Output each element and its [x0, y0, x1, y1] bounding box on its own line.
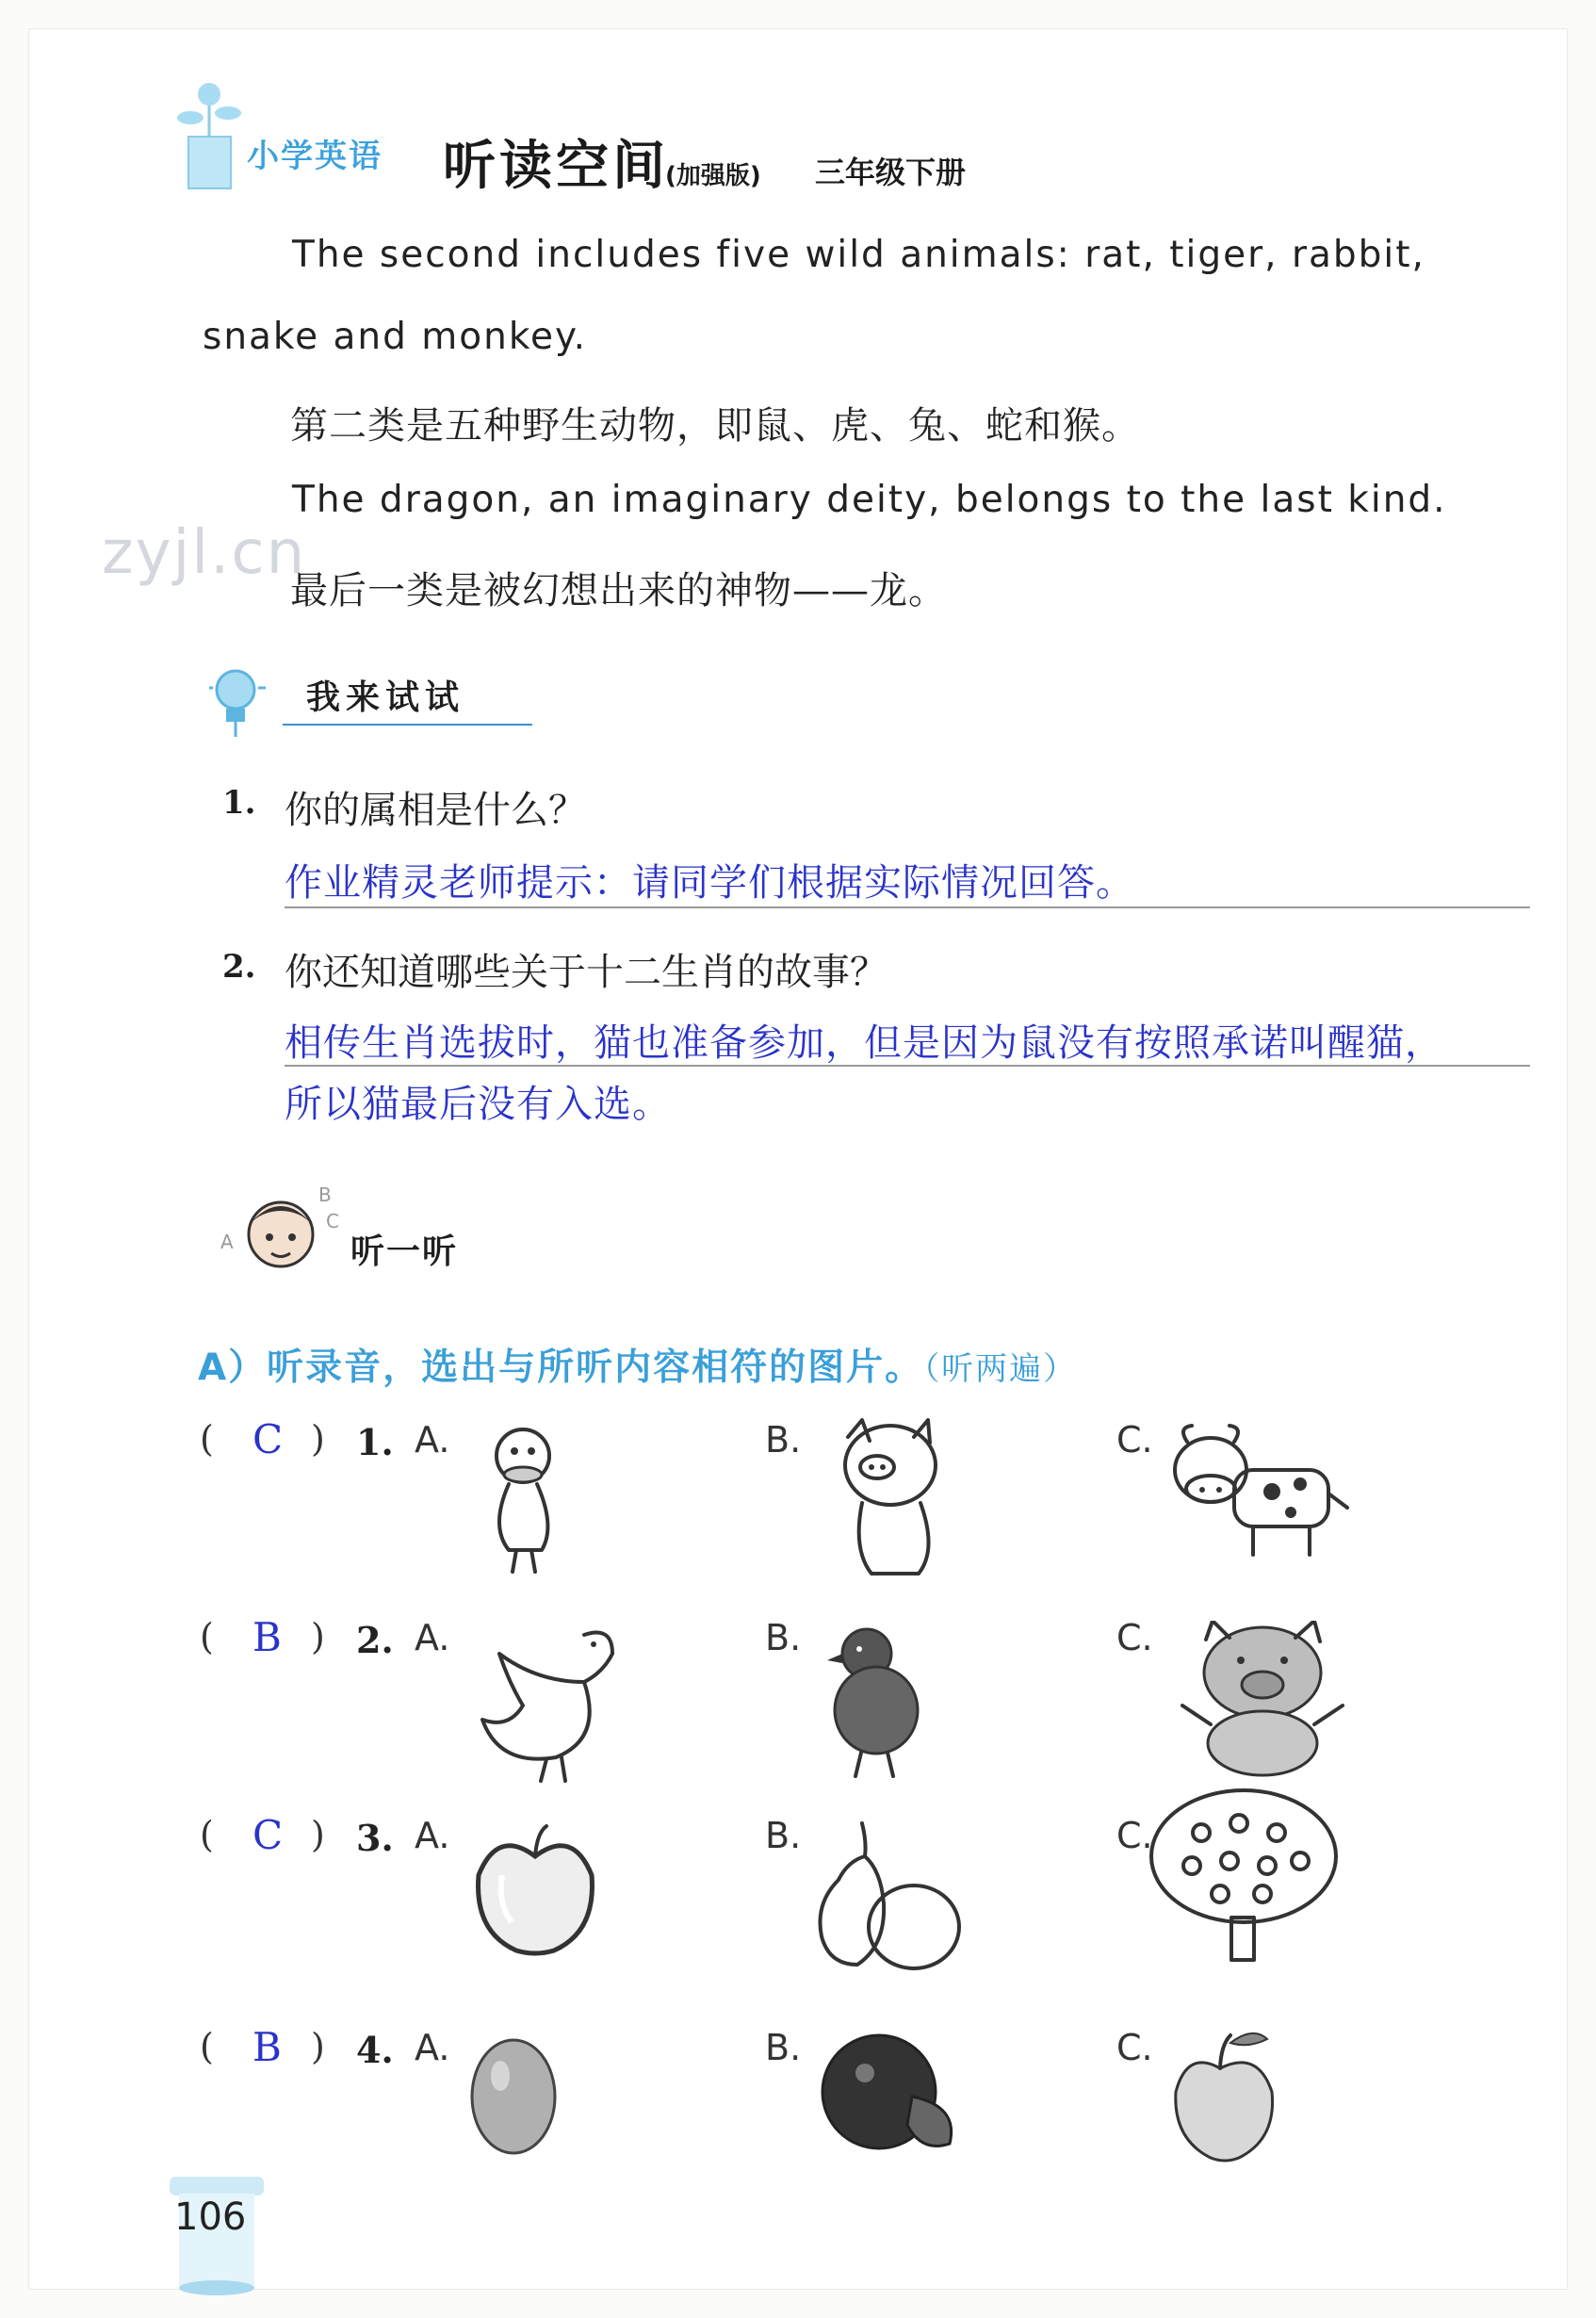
boy-listening-icon: [215, 1183, 347, 1286]
svg-text:C: C: [326, 1210, 339, 1232]
series-title: 小学英语: [247, 138, 383, 175]
item-1-option-a[interactable]: A.: [415, 1419, 450, 1461]
goose-icon: [471, 1616, 631, 1786]
question-1-number: 1.: [222, 784, 256, 822]
item-1-answer[interactable]: C: [252, 1416, 284, 1462]
listen-instruction: [198, 1338, 1077, 1391]
item-2-option-c[interactable]: C.: [1116, 1617, 1153, 1658]
answer-paren-open: (: [200, 1616, 214, 1657]
plant-pot-icon: [170, 66, 254, 198]
cow-icon: [1168, 1418, 1357, 1569]
reading-zh-1: 第二类是五种野生动物，即鼠、虎、兔、蛇和猴。: [290, 404, 1140, 448]
item-1-row: [200, 1418, 214, 1460]
item-3-option-c[interactable]: C.: [1116, 1815, 1153, 1856]
pig-icon: [1173, 1621, 1352, 1781]
listen-section-title: 听一听: [350, 1232, 459, 1271]
chick-icon: [820, 1621, 933, 1781]
brand-title: 听读空间: [443, 135, 669, 197]
question-1-text: 你的属相是什么？: [285, 789, 586, 832]
grade-label: 三年级下册: [815, 155, 967, 190]
question-2-answer-line-1: 相传生肖选拔时，猫也准备参加，但是因为鼠没有按照承诺叫醒猫，: [285, 1021, 1443, 1065]
egg-icon: [466, 2031, 561, 2158]
item-3-number: 3.: [356, 1817, 394, 1859]
brand-subtitle: (加强版): [665, 162, 761, 190]
answer-paren-open: (: [200, 1814, 214, 1855]
reading-en-1a: The second includes five wild animals: rat, tiger, rabbit,: [292, 234, 1425, 276]
page-number: 106: [174, 2196, 247, 2239]
reading-en-2: The dragon, an imaginary deity, belongs to the last kind.: [292, 479, 1447, 521]
question-1-answer: 作业精灵老师提示：请同学们根据实际情况回答。: [285, 861, 1134, 905]
svg-text:B: B: [318, 1183, 332, 1206]
item-1-option-b[interactable]: B.: [765, 1419, 802, 1461]
item-2-option-a[interactable]: A.: [415, 1617, 450, 1658]
answer-rule-1: [285, 906, 1530, 908]
answer-paren-open: (: [200, 2026, 214, 2067]
fruit-tree-icon: [1145, 1786, 1343, 1974]
try-section-title: 我来试试: [306, 677, 465, 717]
answer-rule-2: [285, 1065, 1530, 1067]
watermark: zyjl.cn: [102, 518, 307, 588]
item-2-option-b[interactable]: B.: [765, 1617, 802, 1658]
item-4-option-b[interactable]: B.: [765, 2027, 802, 2068]
try-section-underline: [283, 724, 532, 726]
item-4-number: 4.: [356, 2029, 394, 2071]
question-2-text: 你还知道哪些关于十二生肖的故事？: [285, 951, 888, 994]
item-1-number: 1.: [356, 1421, 394, 1463]
answer-paren-close: ): [311, 1616, 325, 1657]
item-3-answer[interactable]: C: [252, 1812, 284, 1858]
answer-paren-close: ): [311, 1814, 325, 1855]
item-3-option-a[interactable]: A.: [415, 1815, 450, 1856]
apple-icon: [469, 1819, 601, 1960]
instruction-note: （听两遍）: [923, 1350, 1078, 1388]
answer-paren-close: ): [311, 2026, 325, 2067]
answer-paren-close: ): [311, 1418, 325, 1460]
item-4-answer[interactable]: B: [252, 2024, 282, 2070]
pig-icon: [815, 1409, 966, 1588]
orange-icon: [818, 2031, 969, 2158]
item-2-number: 2.: [356, 1619, 394, 1661]
item-4-option-c[interactable]: C.: [1116, 2027, 1153, 2068]
reading-zh-2: 最后一类是被幻想出来的神物——龙。: [290, 569, 947, 612]
pears-icon: [810, 1814, 970, 1974]
item-3-option-b[interactable]: B.: [765, 1815, 802, 1856]
answer-paren-open: (: [200, 1418, 214, 1460]
item-2-answer[interactable]: B: [252, 1614, 282, 1660]
item-1-option-c[interactable]: C.: [1116, 1419, 1153, 1461]
instruction-text: A）听录音，选出与所听内容相符的图片。: [198, 1347, 924, 1389]
question-2-number: 2.: [222, 948, 256, 986]
svg-text:A: A: [220, 1231, 234, 1253]
apple-icon: [1168, 2026, 1281, 2167]
lightbulb-icon: [207, 660, 273, 744]
item-4-option-a[interactable]: A.: [415, 2027, 450, 2068]
reading-en-1b: snake and monkey.: [203, 316, 587, 358]
duck-icon: [471, 1413, 575, 1583]
question-2-answer-line-2: 所以猫最后没有入选。: [285, 1083, 671, 1126]
